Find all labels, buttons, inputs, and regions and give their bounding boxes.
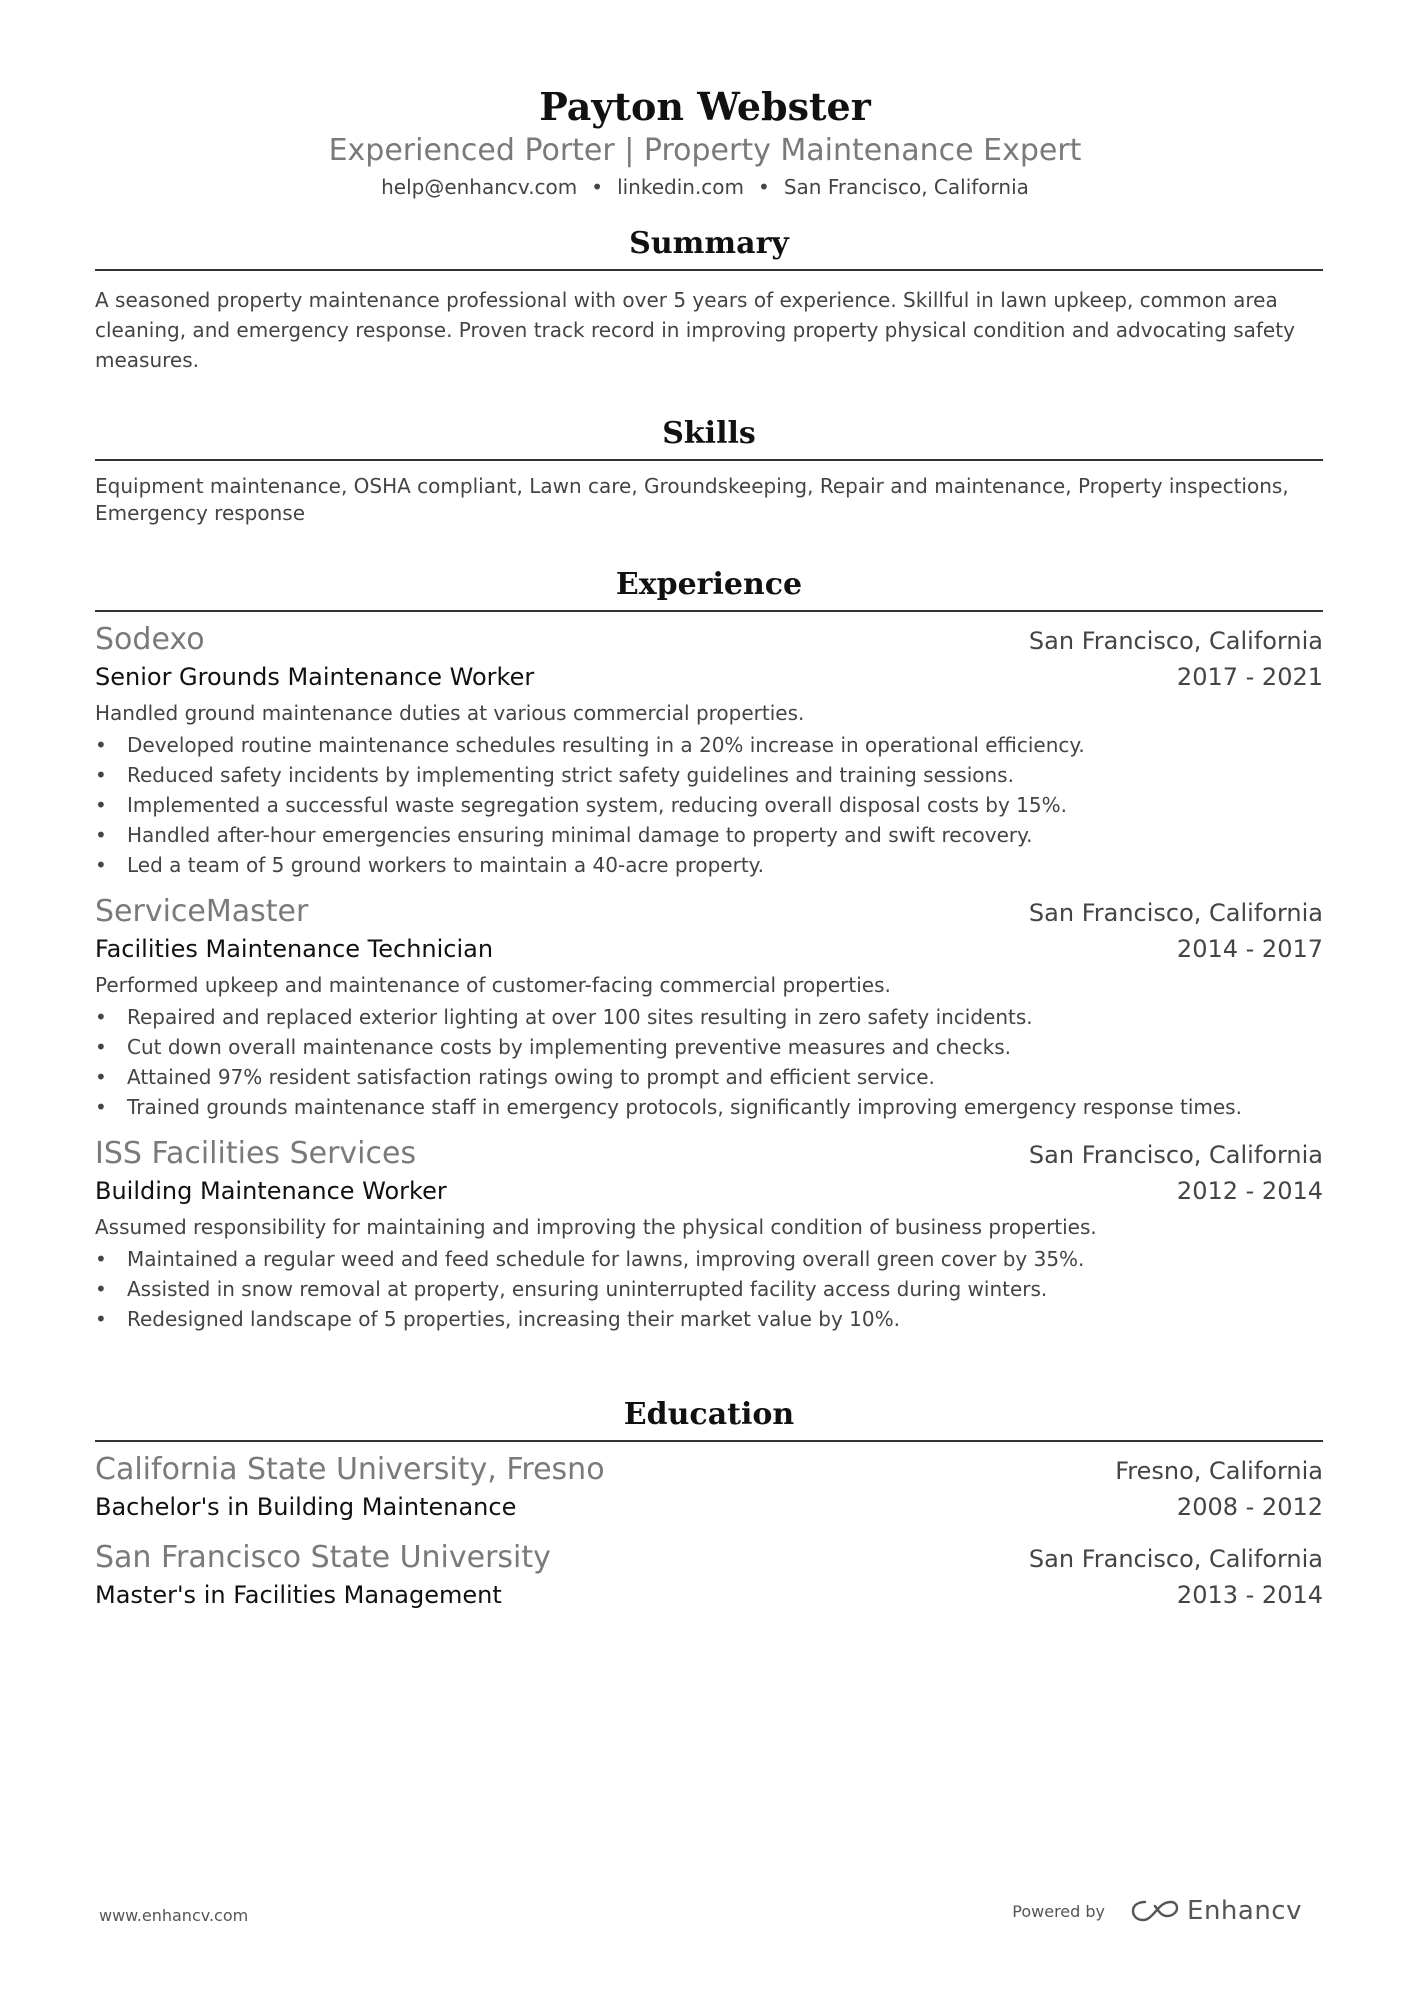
experience-entry (95, 1134, 1323, 1334)
bullet-icon: • (95, 1307, 107, 1331)
skills-text: Equipment maintenance, OSHA compliant, Lawn care, Groundskeeping, Repair and maintenance, Property inspections, Emergency response (95, 474, 1289, 525)
bullet-icon: • (95, 1095, 107, 1119)
experience-entry (95, 620, 1323, 880)
bullet-item: • Implemented a successful waste segregation system, reducing overall disposal costs by 15%. (95, 790, 1323, 820)
bullet-item: • Cut down overall maintenance costs by implementing preventive measures and checks. (95, 1032, 1323, 1062)
section-heading-summary: Summary (95, 225, 1323, 271)
school-location: San Francisco, California (1028, 1545, 1323, 1573)
bullet-icon: • (95, 1035, 107, 1059)
footer-powered-by[interactable] (1012, 1896, 1302, 1926)
bullet-icon: • (95, 733, 107, 757)
school-name: California State University, Fresno (95, 1452, 605, 1487)
summary-text: A seasoned property maintenance professional with over 5 years of experience. Skillful in lawn upkeep, common area cleaning, and emergency response. Proven track record in improving property physical condition and advocating safety measures. (95, 288, 1295, 372)
bullet-item: • Repaired and replaced exterior lighting at over 100 sites resulting in zero safety incidents. (95, 1002, 1323, 1032)
job-role: Facilities Maintenance Technician (95, 935, 494, 963)
school-name: San Francisco State University (95, 1540, 551, 1575)
section-heading-education: Education (95, 1396, 1323, 1442)
bullet-icon: • (95, 1247, 107, 1271)
experience-entry (95, 892, 1323, 1122)
company-name: ServiceMaster (95, 894, 309, 929)
separator-dot: • (591, 175, 604, 199)
job-description: Assumed responsibility for maintaining and improving the physical condition of business properties. (95, 1215, 1097, 1239)
job-dates: 2014 - 2017 (1176, 935, 1323, 963)
job-dates: 2012 - 2014 (1176, 1177, 1323, 1205)
section-heading-experience: Experience (95, 566, 1323, 612)
bullet-icon: • (95, 793, 107, 817)
bullet-item: • Trained grounds maintenance staff in emergency protocols, significantly improving emergency response times. (95, 1092, 1323, 1122)
candidate-name: Payton Webster (539, 84, 871, 129)
bullet-item: • Maintained a regular weed and feed schedule for lawns, improving overall green cover by 35%. (95, 1244, 1323, 1274)
school-location: Fresno, California (1115, 1457, 1323, 1485)
bullet-item: • Led a team of 5 ground workers to maintain a 40-acre property. (95, 850, 1323, 880)
job-bullets (95, 1244, 1323, 1334)
bullet-icon: • (95, 1005, 107, 1029)
company-name: ISS Facilities Services (95, 1136, 417, 1171)
education-entry (95, 1450, 1323, 1524)
contact-email[interactable]: help@enhancv.com (381, 175, 578, 199)
experience-section (95, 566, 1323, 1334)
job-location: San Francisco, California (1028, 627, 1323, 655)
separator-dot: • (758, 175, 770, 199)
education-section (95, 1396, 1323, 1612)
bullet-item: • Reduced safety incidents by implementing strict safety guidelines and training sessions. (95, 760, 1323, 790)
bullet-icon: • (95, 1277, 107, 1301)
bullet-item: • Handled after-hour emergencies ensuring minimal damage to property and swift recovery. (95, 820, 1323, 850)
enhancv-logo-icon (1131, 1898, 1179, 1924)
section-heading-skills: Skills (95, 415, 1323, 461)
brand-name: Enhancv (1187, 1896, 1302, 1926)
bullet-icon: • (95, 823, 107, 847)
footer-website[interactable]: www.enhancv.com (99, 1906, 249, 1925)
education-dates: 2013 - 2014 (1176, 1581, 1323, 1609)
candidate-title: Experienced Porter | Property Maintenance Expert (328, 133, 1082, 168)
degree-name: Bachelor's in Building Maintenance (95, 1493, 517, 1521)
job-location: San Francisco, California (1028, 1141, 1323, 1169)
bullet-icon: • (95, 1065, 107, 1089)
bullet-item: • Developed routine maintenance schedules resulting in a 20% increase in operational efficiency. (95, 730, 1323, 760)
education-dates: 2008 - 2012 (1176, 1493, 1323, 1521)
job-location: San Francisco, California (1028, 899, 1323, 927)
resume-header (0, 84, 1410, 201)
bullet-icon: • (95, 763, 107, 787)
powered-by-label: Powered by (1012, 1901, 1106, 1921)
bullet-item: • Redesigned landscape of 5 properties, increasing their market value by 10%. (95, 1304, 1323, 1334)
degree-name: Master's in Facilities Management (95, 1581, 502, 1609)
contact-linkedin[interactable]: linkedin.com (617, 175, 745, 199)
summary-section (95, 225, 1323, 375)
bullet-item: • Attained 97% resident satisfaction ratings owing to prompt and efficient service. (95, 1062, 1323, 1092)
job-description: Handled ground maintenance duties at various commercial properties. (95, 701, 805, 725)
job-role: Building Maintenance Worker (95, 1177, 447, 1205)
job-bullets (95, 1002, 1323, 1122)
job-role: Senior Grounds Maintenance Worker (95, 663, 535, 691)
job-description: Performed upkeep and maintenance of customer-facing commercial properties. (95, 973, 891, 997)
education-entry (95, 1538, 1323, 1612)
bullet-icon: • (95, 853, 107, 877)
skills-section (95, 415, 1323, 527)
contact-line (0, 173, 1410, 201)
bullet-item: • Assisted in snow removal at property, ensuring uninterrupted facility access during winters. (95, 1274, 1323, 1304)
company-name: Sodexo (95, 622, 205, 657)
job-bullets (95, 730, 1323, 880)
contact-location: San Francisco, California (783, 175, 1029, 199)
job-dates: 2017 - 2021 (1176, 663, 1323, 691)
